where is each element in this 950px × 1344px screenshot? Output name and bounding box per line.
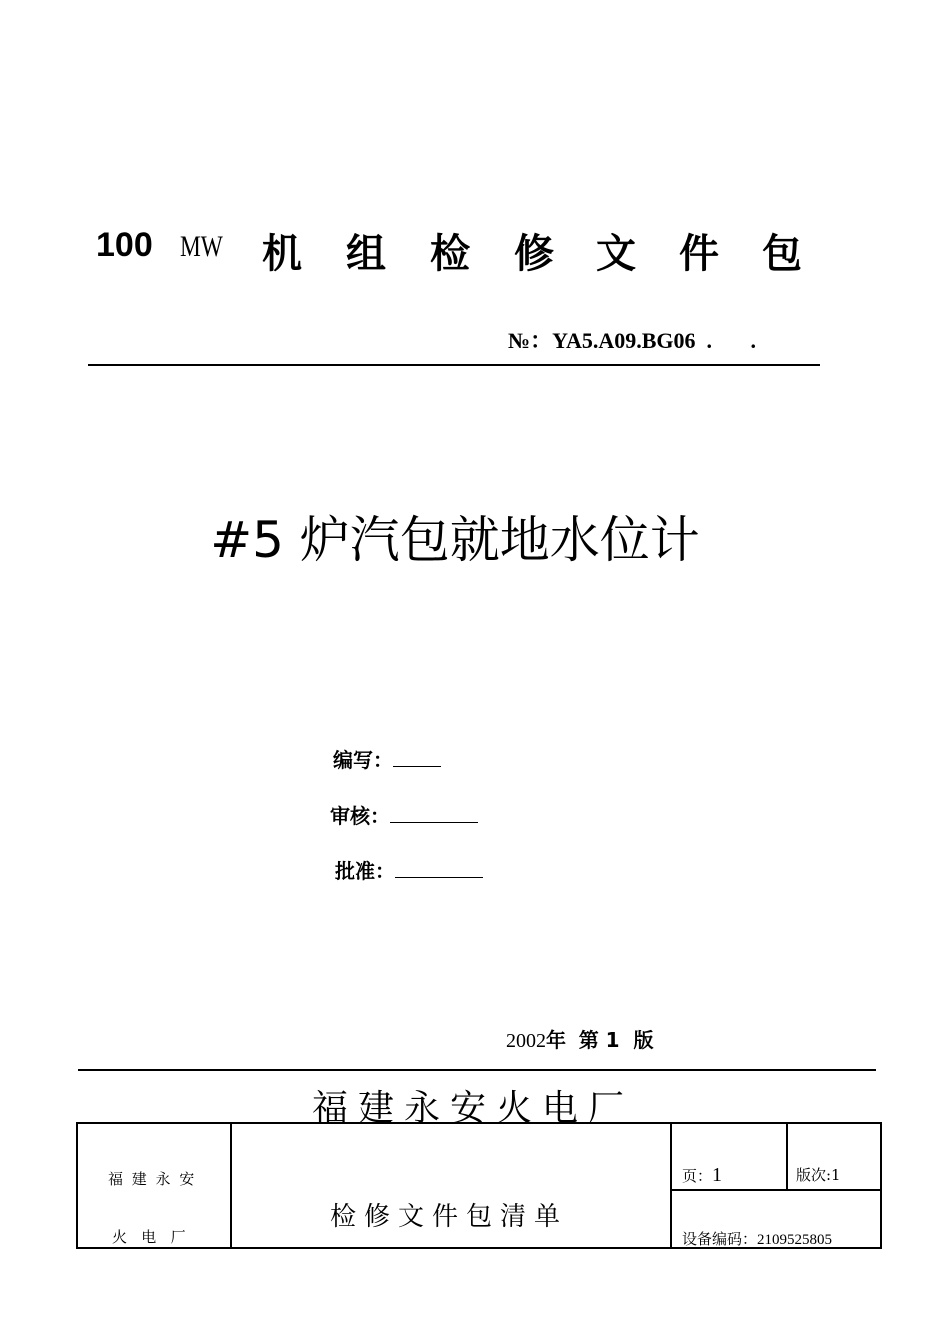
package-title — [96, 222, 816, 276]
signature-approver — [335, 855, 483, 884]
capacity-number: 100 — [96, 226, 153, 264]
signature-author — [333, 744, 441, 773]
footer-table — [76, 1122, 882, 1249]
table-divider — [786, 1124, 788, 1190]
signature-label: 编写： — [333, 748, 393, 772]
footer-divider — [78, 1069, 876, 1071]
title-char: 包 — [762, 231, 802, 277]
signature-reviewer — [330, 800, 478, 829]
signature-line[interactable] — [393, 748, 441, 767]
title-char: 机 — [262, 231, 302, 277]
document-type: 检修文件包清单 — [330, 1202, 569, 1232]
page-value: 1 — [712, 1164, 723, 1186]
equipment-code-field — [682, 1228, 832, 1249]
edition-year-suffix: 年 — [546, 1028, 566, 1052]
edition-line — [506, 1024, 654, 1053]
signature-line[interactable] — [390, 804, 478, 823]
edition-year: 2002 — [506, 1030, 546, 1052]
capacity-unit: MW — [180, 230, 223, 263]
edition-label: 第 1 版 — [578, 1028, 654, 1052]
title-char: 件 — [679, 231, 719, 277]
main-title: #5 炉汽包就地水位计 — [210, 511, 700, 569]
page-field — [682, 1164, 722, 1187]
table-divider — [670, 1124, 672, 1247]
title-char: 文 — [596, 231, 636, 277]
header-divider — [88, 364, 820, 366]
table-divider — [230, 1124, 232, 1247]
signature-label: 审核： — [330, 804, 390, 828]
signature-label: 批准： — [335, 859, 395, 883]
company-name-line2: 火 电 厂 — [112, 1228, 186, 1246]
page-label: 页： — [682, 1167, 713, 1185]
title-char: 检 — [430, 231, 470, 277]
document-number: №：YA5.A09.BG06 . . — [508, 328, 757, 353]
equipment-label: 设备编码： — [682, 1230, 758, 1248]
version-label: 版次:1 — [796, 1166, 841, 1184]
equipment-code: 2109525805 — [757, 1232, 833, 1248]
table-divider — [670, 1189, 880, 1191]
title-char: 组 — [346, 231, 386, 277]
title-char: 修 — [514, 231, 554, 277]
plant-name: 福建永安火电厂 — [312, 1088, 635, 1129]
company-name-line1: 福 建 永 安 — [108, 1170, 197, 1188]
signature-line[interactable] — [395, 859, 483, 878]
